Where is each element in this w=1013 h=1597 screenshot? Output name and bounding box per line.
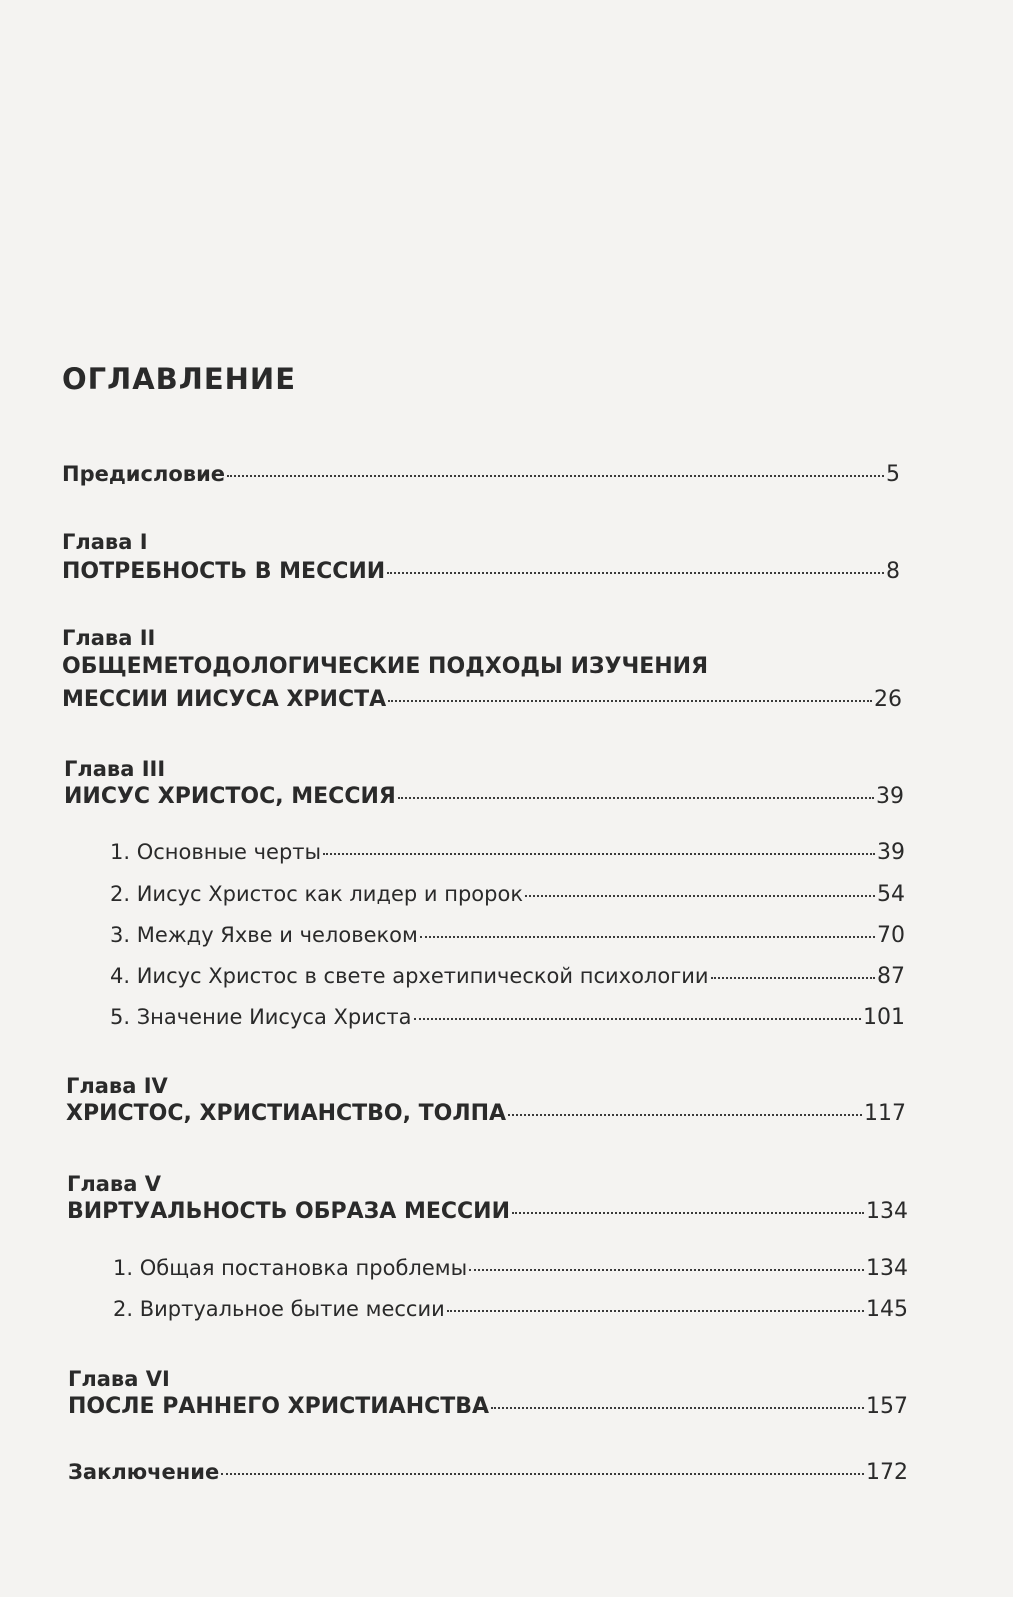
toc-entry-preface[interactable] <box>62 462 900 487</box>
toc-entry-conclusion[interactable] <box>68 1460 908 1485</box>
dot-leader <box>420 936 875 938</box>
page-number: 134 <box>866 1199 908 1224</box>
chapter-title: ВИРТУАЛЬНОСТЬ ОБРАЗА МЕССИИ <box>67 1199 511 1224</box>
dot-leader <box>221 1473 864 1475</box>
dot-leader <box>323 853 875 855</box>
chapter-title: ИИСУС ХРИСТОС, МЕССИЯ <box>64 784 396 809</box>
toc-entry-section[interactable] <box>110 964 905 989</box>
dot-leader <box>388 700 872 702</box>
dot-leader <box>227 475 884 477</box>
toc-entry-section[interactable] <box>113 1297 908 1322</box>
section-title: 3. Между Яхве и человеком <box>110 923 418 947</box>
toc-title: ОГЛАВЛЕНИЕ <box>62 362 297 396</box>
section-title: 2. Иисус Христос как лидер и пророк <box>110 882 523 906</box>
section-title: 1. Общая постановка проблемы <box>113 1256 468 1280</box>
chapter-title: ХРИСТОС, ХРИСТИАНСТВО, ТОЛПА <box>66 1101 507 1126</box>
page-number: 117 <box>864 1101 906 1126</box>
toc-entry-chapter-5[interactable] <box>67 1199 908 1224</box>
toc-entry-chapter-1[interactable] <box>62 559 900 584</box>
section-title: 5. Значение Иисуса Христа <box>110 1005 412 1029</box>
page-number: 134 <box>866 1256 908 1281</box>
dot-leader <box>414 1018 861 1020</box>
dot-leader <box>398 797 874 799</box>
dot-leader <box>711 977 875 979</box>
section-title: 1. Основные черты <box>110 840 322 864</box>
chapter-title-line: ОБЩЕМЕТОДОЛОГИЧЕСКИЕ ПОДХОДЫ ИЗУЧЕНИЯ <box>62 654 709 679</box>
dot-leader <box>508 1114 862 1116</box>
page-number: 87 <box>877 964 905 989</box>
page-number: 5 <box>886 462 900 487</box>
chapter-label: Глава IV <box>66 1074 168 1098</box>
chapter-label: Глава III <box>64 757 166 781</box>
toc-entry-chapter-6[interactable] <box>68 1394 908 1419</box>
chapter-label: Глава VI <box>68 1367 170 1391</box>
chapter-title: МЕССИИ ИИСУСА ХРИСТА <box>62 687 387 712</box>
page-number: 145 <box>866 1297 908 1322</box>
toc-entry-chapter-2[interactable] <box>62 687 902 712</box>
page-number: 54 <box>877 882 905 907</box>
dot-leader <box>387 572 884 574</box>
dot-leader <box>447 1310 864 1312</box>
page-number: 39 <box>876 784 904 809</box>
toc-entry-section[interactable] <box>110 840 905 865</box>
toc-entry-section[interactable] <box>110 923 905 948</box>
page-number: 39 <box>877 840 905 865</box>
chapter-title: ПОТРЕБНОСТЬ В МЕССИИ <box>62 559 386 584</box>
entry-title: Заключение <box>68 1460 220 1484</box>
toc-entry-section[interactable] <box>110 882 905 907</box>
chapter-label: Глава V <box>67 1172 161 1196</box>
dot-leader <box>525 895 875 897</box>
page-number: 8 <box>886 559 900 584</box>
page-number: 172 <box>866 1460 908 1485</box>
dot-leader <box>491 1407 864 1409</box>
chapter-label: Глава I <box>62 530 148 554</box>
chapter-label: Глава II <box>62 626 156 650</box>
toc-entry-section[interactable] <box>113 1256 908 1281</box>
page-number: 157 <box>866 1394 908 1419</box>
toc-entry-chapter-3[interactable] <box>64 784 904 809</box>
dot-leader <box>469 1269 864 1271</box>
page-number: 26 <box>874 687 902 712</box>
toc-entry-section[interactable] <box>110 1005 905 1030</box>
dot-leader <box>512 1212 864 1214</box>
page-number: 70 <box>877 923 905 948</box>
chapter-title: ПОСЛЕ РАННЕГО ХРИСТИАНСТВА <box>68 1394 490 1419</box>
page-number: 101 <box>863 1005 905 1030</box>
section-title: 4. Иисус Христос в свете архетипической психологии <box>110 964 709 988</box>
toc-entry-chapter-4[interactable] <box>66 1101 906 1126</box>
entry-title: Предисловие <box>62 462 226 486</box>
section-title: 2. Виртуальное бытие мессии <box>113 1297 445 1321</box>
